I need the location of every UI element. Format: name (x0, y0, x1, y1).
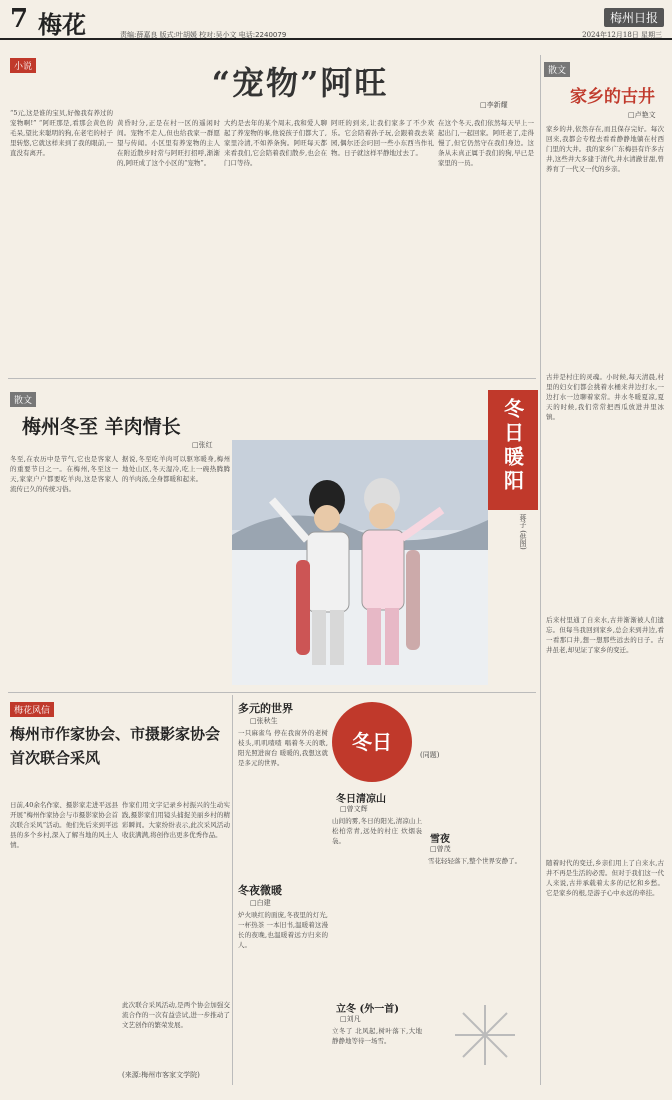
poem-3-author: □曾文辉 (340, 805, 368, 813)
poem-4-author: □曾茂 (430, 845, 451, 853)
section-tag-novel: 小说 (10, 58, 36, 73)
news-col-3: 此次联合采风活动,是两个协会加强交流合作的一次有益尝试,进一步推动了文艺创作的繁荣发展。 (122, 1001, 230, 1029)
poem-5-text: 立冬了 北风起,树叶落下,大地静静地等待一场雪。 (332, 1027, 422, 1045)
news-col-1: 日前,40余名作家、摄影家走进平远县开展“梅州作家协会与市摄影家协会首次联合采风”活动。他们先后来到平远县的多个乡村,深入了解当地的风土人情。 (10, 801, 118, 849)
editor-line: 责编:薛嘉良 版式:叶胡媛 校对:吴小文 电话:2240079 (120, 31, 287, 39)
essay-right-author: □卢艳文 (628, 111, 656, 119)
story-col-1: “5元,这是谁的宝贝,好像我有养过的宠物啊!” “阿旺那是,看那会黄色的毛呆,望比来聪明的狗,在老宅的村子里转悠,它就这样来到了我的眼前,一直没有离开。 (10, 109, 113, 157)
essay-title: 梅州冬至 羊肉情长 (22, 416, 181, 438)
poem-2-text: 炉火映红的面庞,冬夜里的灯光,一杯热茶 一本旧书,温暖着这漫长的夜晚,也温暖着远方归来的人。 (238, 911, 328, 949)
newspaper-logo: 梅州日报 (604, 8, 664, 27)
page-number: 7 (10, 4, 29, 34)
photo-title: 冬日暖阳 (500, 398, 525, 494)
story-title: “宠物”阿旺 (211, 64, 389, 102)
page-header (0, 0, 672, 40)
section-tag-news: 梅花风信 (10, 702, 54, 717)
story-col-2: 黄昏时分,正是在村一区的遥闲时间。宠物不走人,但也给我家一群愿望与传闻。小区里有养宠物的主人在附近散步时常与阿旺打招呼,渐渐的,阿旺成了这个小区的“宠物”。 (117, 119, 220, 167)
essay-right-col-3: 后来村里通了自来水,古井渐渐被人们遗忘。但每当我回到家乡,总会来到井边,看一看那口井,想一想那些远去的日子。古井虽老,却见证了家乡的变迁。 (546, 616, 664, 654)
photo-caption: 蒋子 (供图) (519, 514, 527, 550)
news-source: (来源:梅州市客家文学院) (122, 1071, 200, 1079)
section-tag-essay: 散文 (10, 392, 36, 407)
story-author: □李新耀 (480, 101, 508, 109)
story-col-5: 在这个冬天,我们依然每天早上一起出门,一起回家。阿旺老了,走得慢了,但它仍然守在我们身边。这条从未真正属于我们的狗,早已是家里的一员。 (438, 119, 534, 167)
snowflake-icon (450, 1000, 520, 1070)
section-tag-essay-right: 散文 (544, 62, 570, 77)
photo-illustration (232, 440, 488, 685)
essay-right-col-2: 古井是村庄的灵魂。小时候,每天清晨,村里的妇女们都会挑着水桶来井边打水,一边打水一边聊着家常。井水冬暖夏凉,夏天的时候,我们常常把西瓜放进井里冰镇。 (546, 373, 664, 421)
poem-divider (232, 695, 233, 1085)
poem-1-text: 一只麻雀鸟 停在我窗外的老树枝头,叽叽喳喳 唱着冬天的歌,阳光照进窗台 暖暖的,我想这就是多元的世界。 (238, 729, 328, 767)
poem-2-author: □白建 (250, 899, 271, 907)
winter-circle-badge: 冬日 (332, 702, 412, 782)
poem-group-note: (同题) (420, 751, 440, 759)
story-col-4: 阿旺的到来,让我们家多了不少欢乐。它会陪着孙子玩,会跟着我去菜园,偶尔还会叼回一些小东西当作礼物。日子就这样平静地过去了。 (331, 119, 434, 157)
story-col-3: 大约是去年的某个周末,我和爱人聊起了养宠物的事,他说孩子们都大了,家里冷清,不如养条狗。阿旺每天都来看我们,它会陪着我们散步,也会在门口等待。 (224, 119, 327, 167)
date-line: 2024年12月18日 星期三 (582, 31, 662, 39)
essay-right-col-1: 家乡的井,依然存在,而且保存完好。每次回来,我都会专程去看看静静地躺在村西门里的大井。我的家乡广东梅县有许多古井,这些井大多建于清代,井水清澈甘甜,曾养育了一代又一代的乡亲。 (546, 125, 664, 173)
essay-col-1: 冬至,在农历中是节气,它也是客家人的重要节日之一。在梅州,冬至这一天,家家户户都要吃羊肉,这是客家人流传已久的传统习俗。 (10, 455, 118, 493)
column-divider (540, 55, 541, 1085)
essay-right-col-4: 随着时代的变迁,乡亲们用上了自来水,古井不再是生活的必需。但对于我们这一代人来说,古井承载着太多的记忆和乡愁。它是家乡的根,是游子心中永远的牵挂。 (546, 859, 664, 897)
poem-3-text: 山间的雾,冬日的阳光,清凉山上 松柏常青,远处的村庄 炊烟袅袅。 (332, 817, 422, 845)
poem-1-author: □张秋生 (250, 717, 278, 725)
poem-5-author: □刘凡 (340, 1015, 361, 1023)
section-divider-2 (8, 692, 536, 693)
poem-3-title: 冬日清凉山 (336, 794, 386, 805)
section-divider-1 (8, 378, 536, 379)
news-title: 梅州市作家协会、市摄影家协会首次联合采风 (10, 725, 221, 767)
poem-5-title: 立冬 (外一首) (336, 1004, 399, 1015)
poem-4-text: 雪花轻轻落下,整个世界安静了。 (428, 857, 522, 865)
photo-title-box (488, 390, 538, 510)
winter-photo (232, 440, 488, 685)
poem-2-title: 冬夜微暖 (238, 884, 282, 897)
poem-4-title: 雪夜 (430, 834, 450, 845)
essay-right-title: 家乡的古井 (570, 87, 655, 107)
essay-col-2: 据说,冬至吃羊肉可以驱寒暖身,梅州地处山区,冬天湿冷,吃上一碗热腾腾的羊肉汤,全身都暖和起来。 (122, 455, 230, 483)
news-col-2: 作家们用文字记录乡村振兴的生动实践,摄影家们用镜头捕捉美丽乡村的精彩瞬间。大家纷纷表示,此次采风活动收获满满,将创作出更多优秀作品。 (122, 801, 230, 839)
essay-author: □张红 (192, 441, 213, 449)
poem-1-title: 多元的世界 (238, 702, 293, 715)
page-name: 梅花 (38, 10, 86, 39)
